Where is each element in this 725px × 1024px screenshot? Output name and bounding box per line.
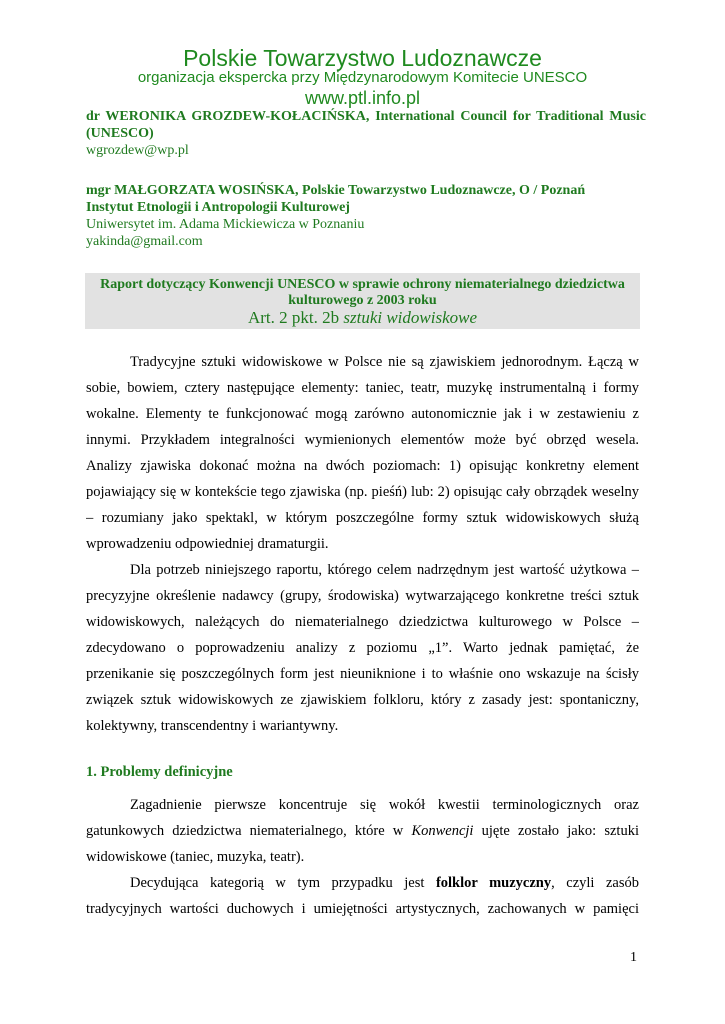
text-line: zdecydowano o poprowadzeniu analizy z poziomu „1”. Warto jednak pamiętać, że: [86, 640, 639, 656]
text-line: sobie, bowiem, cztery następujące elementy: taniec, teatr, muzykę instrumentalną i formy: [86, 380, 639, 396]
author2-university: Uniwersytet im. Adama Mickiewicza w Poznaniu: [86, 217, 365, 232]
text-line: pojawiający się w kontekście tego zjawiska (np. pieśń) lub: 2) opisując cały obrządek weselny: [86, 484, 639, 500]
text-line: widowiskowych, należących do niematerialnego dziedzictwa kulturowego w Polsce –: [86, 614, 639, 630]
text-line: wprowadzeniu odpowiedniej dramaturgii.: [86, 536, 329, 552]
text-line: Tradycyjne sztuki widowiskowe w Polsce nie są zjawiskiem jednorodnym. Łączą w: [130, 354, 639, 370]
organization-url[interactable]: www.ptl.info.pl: [304, 88, 421, 108]
section-heading: 1. Problemy definicyjne: [86, 764, 233, 780]
paragraph-4: [86, 870, 639, 922]
text-line: kolektywny, transcendentny i wariantywny.: [86, 718, 339, 734]
author1-email[interactable]: wgrozdew@wp.pl: [86, 143, 189, 158]
author1-affiliation-line: (UNESCO): [86, 126, 154, 141]
text-line: [86, 818, 639, 844]
text-line: Analizy zjawiska dokonać można na dwóch poziomach: 1) opisując konkretny element: [86, 458, 639, 474]
author2-institute: Instytut Etnologii i Antropologii Kulturowej: [86, 200, 350, 215]
organization-subtitle: organizacja ekspercka przy Międzynarodowym Komitecie UNESCO: [137, 69, 588, 86]
paragraph-3: [86, 792, 639, 870]
paragraph-2: [86, 557, 639, 739]
article-topic: sztuki widowiskowe: [343, 308, 478, 327]
author1-name-line: dr WERONIKA GROZDEW-KOŁACIŃSKA, International Council for Traditional Music: [86, 109, 646, 124]
text-line: Dla potrzeb niniejszego raportu, którego celem nadrzędnym jest wartość użytkowa –: [130, 562, 639, 578]
text-segment: ujęte zostało jako: sztuki: [473, 823, 639, 839]
text-segment: , czyli zasób: [551, 875, 639, 891]
report-title-line1: Raport dotyczący Konwencji UNESCO w sprawie ochrony niematerialnego dziedzictwa: [100, 277, 625, 292]
text-line: wokalne. Elementy te funkcjonować mogą zarówno autonomicznie jak i w zestawieniu z: [86, 406, 639, 422]
organization-title: Polskie Towarzystwo Ludoznawcze: [183, 45, 542, 71]
text-line: widowiskowe (taniec, muzyka, teatr).: [86, 849, 305, 865]
report-article: [85, 308, 640, 328]
text-line: precyzyjne określenie nadawcy (grupy, środowiska) wytwarzającego konkretne treści sztuk: [86, 588, 639, 604]
text-line: – rozumiany jako spektakl, w którym poszczególne formy sztuk widowiskowych służą: [86, 510, 639, 526]
author2-email[interactable]: yakinda@gmail.com: [86, 234, 203, 249]
text-segment: Decydująca kategorią w tym przypadku jest: [130, 875, 436, 891]
author2-name-line: mgr MAŁGORZATA WOSIŃSKA, Polskie Towarzystwo Ludoznawcze, O / Poznań: [86, 183, 586, 198]
bold-term: folklor muzyczny: [435, 875, 552, 891]
report-title-box: [85, 273, 640, 329]
article-number: Art. 2 pkt. 2b: [247, 308, 340, 327]
text-line: innymi. Przykładem integralności wymienionych elementów może być obrzęd wesela.: [86, 432, 639, 448]
report-title-line2: kulturowego z 2003 roku: [288, 293, 437, 308]
text-segment: gatunkowych dziedzictwa niematerialnego, które w: [86, 823, 412, 839]
text-line: [86, 870, 639, 896]
text-line: przenikanie się poszczególnych form jest nieuniknione i to właśnie ono wskazuje na ścisły: [86, 666, 639, 682]
italic-term: Konwencji: [411, 823, 474, 839]
text-line: związek sztuk widowiskowych ze zjawiskiem folkloru, który z zasady jest: spontaniczny,: [86, 692, 639, 708]
text-line: Zagadnienie pierwsze koncentruje się wokół kwestii terminologicznych oraz: [130, 797, 639, 813]
page-number: 1: [630, 950, 637, 965]
text-line: tradycyjnych wartości duchowych i umiejętności artystycznych, zachowanych w pamięci: [86, 901, 639, 917]
paragraph-1: [86, 349, 639, 557]
